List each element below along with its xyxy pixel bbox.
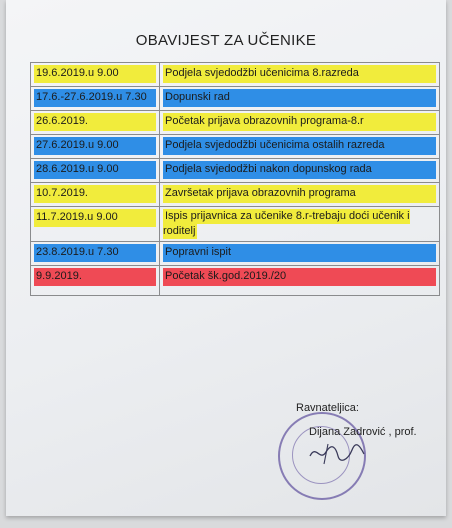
schedule-date-cell (31, 183, 160, 207)
schedule-date-cell (31, 87, 160, 111)
schedule-row (31, 183, 440, 207)
schedule-date-cell (31, 207, 160, 242)
schedule-date: 9.9.2019. (34, 268, 156, 286)
schedule-row (31, 135, 440, 159)
schedule-date-cell (31, 159, 160, 183)
schedule-event-cell (160, 266, 440, 296)
schedule-date: 19.6.2019.u 9.00 (34, 65, 156, 83)
schedule-event: Popravni ispit (163, 244, 436, 262)
schedule-row (31, 87, 440, 111)
schedule-row (31, 266, 440, 296)
schedule-table (30, 62, 440, 296)
schedule-event: Podjela svjedodžbi učenicima ostalih razreda (163, 137, 436, 155)
schedule-row (31, 242, 440, 266)
schedule-date: 10.7.2019. (34, 185, 156, 203)
schedule-event-cell (160, 111, 440, 135)
schedule-event-cell (160, 135, 440, 159)
signature-name: Dijana Zadrović , prof. (309, 426, 417, 438)
schedule-event: Završetak prijava obrazovnih programa (163, 185, 436, 203)
page-title: OBAVIJEST ZA UČENIKE (135, 32, 317, 49)
schedule-date: 28.6.2019.u 9.00 (34, 161, 156, 179)
schedule-date-cell (31, 135, 160, 159)
schedule-event-cell (160, 87, 440, 111)
schedule-event-cell (160, 207, 440, 242)
schedule-event-cell (160, 159, 440, 183)
schedule-row (31, 111, 440, 135)
schedule-date: 23.8.2019.u 7.30 (34, 244, 156, 262)
schedule-row (31, 63, 440, 87)
schedule-date: 27.6.2019.u 9.00 (34, 137, 156, 155)
schedule-event: Podjela svjedodžbi učenicima 8.razreda (163, 65, 436, 83)
schedule-row (31, 159, 440, 183)
schedule-row (31, 207, 440, 242)
schedule-event: Početak šk.god.2019./20 (163, 268, 436, 286)
schedule-date-cell (31, 266, 160, 296)
schedule-event: Dopunski rad (163, 89, 436, 107)
schedule-date: 17.6.-27.6.2019.u 7.30 (34, 89, 156, 107)
paper-sheet (6, 0, 446, 516)
schedule-event-cell (160, 242, 440, 266)
schedule-event: Početak prijava obrazovnih programa-8.r (163, 113, 436, 131)
signature-title: Ravnateljica: (296, 402, 359, 414)
schedule-date-cell (31, 111, 160, 135)
schedule-date: 26.6.2019. (34, 113, 156, 131)
schedule-event-cell (160, 183, 440, 207)
schedule-event-cell (160, 63, 440, 87)
schedule-date: 11.7.2019.u 9.00 (34, 209, 156, 227)
handwritten-signature (306, 438, 368, 468)
schedule-event: Ispis prijavnica za učenike 8.r-trebaju doći učenik i roditelj (163, 210, 410, 237)
schedule-date-cell (31, 63, 160, 87)
schedule-date-cell (31, 242, 160, 266)
schedule-event: Podjela svjedodžbi nakon dopunskog rada (163, 161, 436, 179)
